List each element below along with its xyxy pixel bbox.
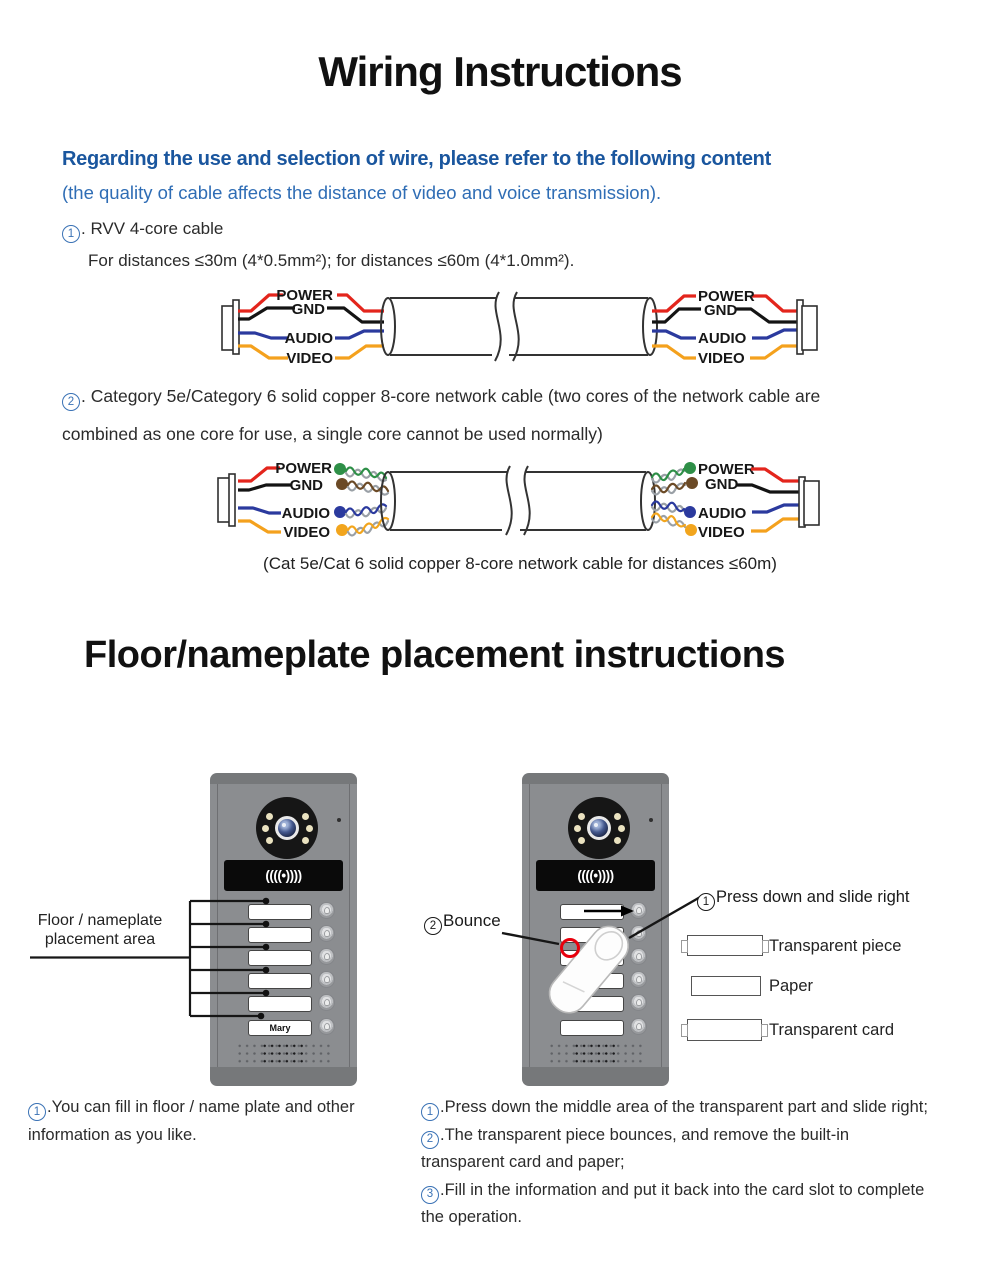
cable-sheath	[381, 466, 655, 535]
audio-wire	[652, 331, 696, 338]
video-pair-dot	[336, 524, 348, 536]
microphone-hole	[649, 818, 653, 822]
panel-body	[522, 784, 669, 1067]
nameplate-slot-mary	[248, 1020, 312, 1036]
svg-text:VIDEO: VIDEO	[283, 524, 330, 541]
left-connector	[218, 474, 235, 526]
nameplate-slot	[560, 950, 624, 966]
circled-number: 1	[421, 1103, 439, 1121]
svg-text:POWER: POWER	[276, 287, 333, 304]
svg-text:POWER: POWER	[698, 288, 755, 305]
left-wires	[238, 468, 291, 532]
ir-led	[618, 825, 625, 832]
circled-number: 1	[697, 893, 715, 911]
svg-text:VIDEO: VIDEO	[698, 350, 745, 367]
nameplate-slot	[248, 973, 312, 989]
nameplate-slot	[560, 973, 624, 989]
card-reader-area	[536, 860, 655, 891]
right-panel-notes: 1 .Press down the middle area of the transparent part and slide right; 2 .The transparent piece bounces, and remove the built-in transparent card and paper; 3 .Fill in the information and put it back into the card slot to complete the operation.	[421, 1098, 928, 1226]
call-button[interactable]	[631, 972, 646, 987]
power-wire	[751, 469, 799, 481]
audio-wire	[238, 508, 281, 513]
svg-text:POWER: POWER	[275, 460, 332, 477]
nameplate-slot	[560, 904, 624, 920]
ir-led	[578, 813, 585, 820]
circled-number: 1	[62, 225, 80, 243]
card-reader-area	[224, 860, 343, 891]
video-wire	[750, 346, 797, 358]
svg-text:GND: GND	[705, 476, 739, 493]
call-button[interactable]	[319, 926, 334, 941]
video-wire	[751, 519, 799, 531]
wiring-item-1-detail: For distances ≤30m (4*0.5mm²); for distances ≤60m (4*1.0mm²).	[88, 251, 575, 270]
power-wire	[238, 468, 280, 481]
ir-led	[578, 837, 585, 844]
right-wire-labels	[698, 288, 755, 367]
ir-led	[262, 825, 269, 832]
paper-illustration	[691, 976, 761, 996]
svg-text:GND: GND	[704, 302, 738, 319]
nameplate-slot	[248, 927, 312, 943]
press-slide-annotation: 1 Press down and slide right	[697, 888, 910, 911]
camera-lens	[275, 816, 299, 840]
audio-wire	[752, 505, 799, 512]
ir-led	[306, 825, 313, 832]
video-wire	[238, 521, 281, 532]
wiring-item-1	[62, 219, 223, 243]
call-button[interactable]	[631, 903, 646, 918]
panel-body	[210, 784, 357, 1067]
nameplate-slot	[560, 1020, 624, 1036]
panel-bottom-cap	[522, 1067, 669, 1086]
transparent-card-illustration	[687, 1019, 762, 1041]
wiring-intro-bold: Regarding the use and selection of wire, please refer to the following content	[62, 148, 771, 170]
power-wire	[752, 296, 797, 311]
placement-title: Floor/nameplate placement instructions	[84, 634, 786, 676]
call-button[interactable]	[319, 949, 334, 964]
rvv-cable-diagram	[200, 283, 840, 378]
circled-number: 2	[421, 1131, 439, 1149]
right-twisted-pairs	[652, 462, 698, 536]
ir-led	[614, 837, 621, 844]
right-connector	[799, 477, 819, 527]
door-station-right	[522, 773, 669, 1086]
nameplate-slot	[560, 927, 624, 943]
video-pair-dot	[685, 524, 697, 536]
network-cable-diagram	[200, 450, 840, 550]
circled-number: 3	[421, 1186, 439, 1204]
call-button[interactable]	[319, 1019, 334, 1034]
rfid-waves-icon: ((((•))))	[577, 868, 614, 883]
bounce-annotation: 2 Bounce	[424, 911, 501, 935]
audio-wire	[752, 330, 797, 338]
panel-top-cap	[522, 773, 669, 784]
transparent-piece-label: Transparent piece	[769, 937, 902, 955]
cable-sheath	[381, 292, 657, 361]
svg-text:AUDIO: AUDIO	[284, 330, 333, 347]
nameplate-slot	[560, 996, 624, 1012]
video-wire	[238, 346, 288, 358]
ir-led	[266, 813, 273, 820]
svg-text:AUDIO: AUDIO	[281, 505, 330, 522]
cat-cable-caption: (Cat 5e/Cat 6 solid copper 8-core network cable for distances ≤60m)	[263, 554, 777, 573]
ir-led	[614, 813, 621, 820]
transparent-card-label: Transparent card	[769, 1021, 895, 1039]
wiring-intro-note: (the quality of cable affects the distance of video and voice transmission).	[62, 182, 662, 203]
rfid-waves-icon: ((((•))))	[265, 868, 302, 883]
panel-bottom-cap	[210, 1067, 357, 1086]
ir-led	[302, 837, 309, 844]
transparent-piece-illustration	[687, 935, 763, 956]
circled-number: 2	[424, 917, 442, 935]
gnd-wire	[737, 485, 799, 492]
gnd-pair-dot	[686, 477, 698, 489]
svg-text:AUDIO: AUDIO	[698, 505, 747, 522]
microphone-hole	[337, 818, 341, 822]
gnd-wire	[238, 485, 291, 490]
ir-led	[266, 837, 273, 844]
nameplate-slot	[248, 904, 312, 920]
panel-edge-line	[217, 784, 218, 1067]
call-button[interactable]	[631, 926, 646, 941]
camera-module	[256, 797, 318, 859]
left-panel-note: 1 .You can fill in floor / name plate and other information as you like.	[28, 1098, 355, 1144]
camera-module	[568, 797, 630, 859]
camera-lens	[587, 816, 611, 840]
call-button[interactable]	[631, 995, 646, 1010]
right-wire-labels	[698, 461, 755, 541]
floor-nameplate-area-label: Floor / nameplate placement area	[37, 912, 163, 948]
svg-text:GND: GND	[291, 301, 325, 318]
svg-text:VIDEO: VIDEO	[698, 524, 745, 541]
left-wire-labels	[276, 287, 333, 367]
call-button[interactable]	[319, 903, 334, 918]
left-connector	[222, 300, 239, 354]
video-wire	[335, 346, 384, 358]
page-title: Wiring Instructions	[318, 48, 682, 95]
audio-pair-dot	[334, 506, 346, 518]
svg-text:VIDEO: VIDEO	[286, 350, 333, 367]
svg-text:POWER: POWER	[698, 461, 755, 478]
wiring-item-2: 2 . Category 5e/Category 6 solid copper 8-core network cable (two cores of the network cable are combined as one core for use, a single core cannot be used normally)	[62, 386, 821, 444]
left-twisted-pairs	[334, 463, 388, 536]
svg-text:AUDIO: AUDIO	[698, 330, 747, 347]
call-button[interactable]	[319, 972, 334, 987]
power-pair-dot	[684, 462, 696, 474]
ir-led	[302, 813, 309, 820]
power-pair-dot	[334, 463, 346, 475]
audio-wire	[335, 331, 384, 338]
nameplate-slot	[248, 950, 312, 966]
panel-edge-line	[529, 784, 530, 1067]
svg-text:GND: GND	[289, 477, 323, 494]
left-wire-labels	[275, 460, 332, 541]
panel-edge-line	[349, 784, 350, 1067]
paper-label: Paper	[769, 977, 814, 995]
call-button[interactable]	[631, 949, 646, 964]
panel-top-cap	[210, 773, 357, 784]
nameplate-name: Mary	[269, 1023, 291, 1033]
ir-led	[574, 825, 581, 832]
right-connector	[797, 300, 817, 354]
audio-wire	[238, 333, 288, 338]
nameplate-slot	[248, 996, 312, 1012]
call-button[interactable]	[319, 995, 334, 1010]
circled-number: 1	[28, 1103, 46, 1121]
video-wire	[652, 346, 696, 358]
gnd-pair-dot	[336, 478, 348, 490]
call-button[interactable]	[631, 1019, 646, 1034]
circled-number: 2	[62, 393, 80, 411]
audio-pair-dot	[684, 506, 696, 518]
door-station-left	[210, 773, 357, 1086]
panel-edge-line	[661, 784, 662, 1067]
wiring-item-1-text: . RVV 4-core cable	[81, 219, 224, 238]
